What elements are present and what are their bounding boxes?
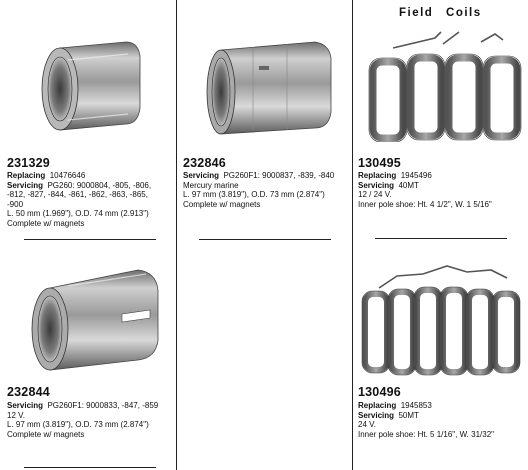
short-armature-housing-image (38, 38, 146, 136)
part-number: 231329 (7, 156, 50, 170)
servicing-line: 40MT (398, 180, 419, 190)
replacing-value: 1945853 (400, 401, 432, 410)
application-line: Mercury marine (183, 180, 239, 190)
field-coil-set-6-image (357, 262, 527, 380)
part-number: 130495 (358, 156, 401, 170)
servicing-label: Servicing (7, 180, 44, 190)
card-divider (24, 467, 156, 468)
detail-line: Complete w/ magnets (7, 429, 85, 439)
servicing-label: Servicing (358, 180, 395, 190)
servicing-line: -812, -827, -844, -861, -862, -863, -865, (7, 190, 148, 200)
servicing-line: PG260F1: 9000837, -839, -840 (223, 171, 335, 180)
product-card-232844[interactable] (0, 240, 176, 470)
part-number: 232844 (7, 385, 50, 399)
servicing-label: Servicing (7, 401, 44, 410)
part-number: 232846 (183, 156, 226, 170)
card-divider (199, 239, 331, 240)
card-divider (375, 238, 507, 239)
voltage: 24 V. (358, 420, 376, 430)
replacing-label: Replacing (358, 401, 397, 410)
product-card-130496[interactable] (353, 240, 528, 470)
long-armature-housing-image (203, 38, 335, 138)
detail-line: Complete w/ magnets (183, 199, 261, 209)
dimensions: L. 97 mm (3.819"), O.D. 73 mm (2.874") (183, 190, 325, 200)
product-specs (358, 401, 494, 439)
dimensions: L. 97 mm (3.819"), O.D. 73 mm (2.874") (7, 420, 149, 430)
voltage: 12 / 24 V. (358, 190, 392, 200)
servicing-line: PG260: 9000804, -805, -806, (47, 180, 152, 190)
part-number: 130496 (358, 385, 401, 399)
product-specs (183, 171, 334, 209)
servicing-label: Servicing (183, 171, 220, 180)
product-specs (358, 171, 492, 209)
section-title: Field Coils (399, 7, 482, 19)
pole-shoe-dimensions: Inner pole shoe: Ht. 4 1/2", W. 1 5/16" (358, 199, 492, 209)
product-card-232846[interactable] (177, 0, 352, 240)
servicing-line: 50MT (398, 410, 419, 420)
servicing-line: PG260F1: 9000833, -847, -859 (47, 401, 159, 410)
pole-shoe-dimensions: Inner pole shoe: Ht. 5 1/16", W. 31/32" (358, 429, 494, 439)
field-coil-set-4-image (363, 30, 525, 142)
product-card-231329[interactable] (0, 0, 176, 240)
servicing-line: -900 (7, 199, 24, 209)
product-card-130495[interactable] (353, 0, 528, 240)
product-specs (7, 401, 158, 439)
dimensions: L. 50 mm (1.969"), O.D. 74 mm (2.913") (7, 209, 149, 219)
product-specs (7, 171, 151, 229)
replacing-value: 10476646 (49, 171, 86, 180)
slotted-armature-housing-image (26, 266, 164, 374)
replacing-value: 1945496 (400, 171, 432, 180)
replacing-label: Replacing (7, 171, 46, 180)
servicing-label: Servicing (358, 410, 395, 420)
voltage: 12 V. (7, 410, 25, 420)
replacing-label: Replacing (358, 171, 397, 180)
detail-line: Complete w/ magnets (7, 218, 85, 228)
